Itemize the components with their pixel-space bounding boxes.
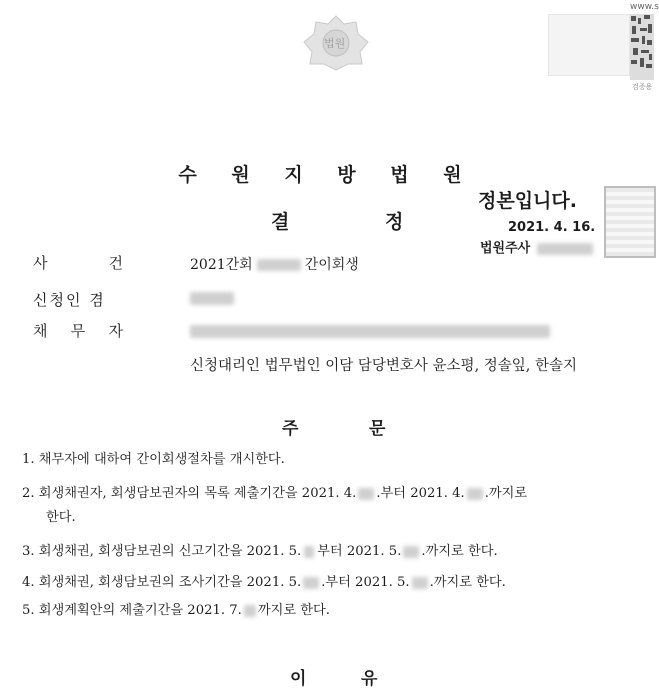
corner-url: www.s (630, 2, 659, 12)
emblem-text: 법원 (324, 37, 346, 50)
corner-url-box (548, 0, 659, 91)
redacted-clerk-name (537, 243, 593, 255)
reason-heading-char-2: 유 (361, 669, 378, 689)
qr-code-icon (630, 14, 654, 80)
order-heading-char-1: 주 (282, 419, 299, 439)
case-name: 간이회생 (304, 257, 359, 273)
clerk-label: 법원주사 (480, 241, 531, 256)
applicant-label: 신청인 겸 (33, 291, 106, 309)
reason-heading-char-1: 이 (290, 669, 307, 689)
order-heading-char-2: 문 (369, 419, 386, 439)
redacted-date (403, 546, 419, 558)
court-name: 수 원 지 방 법 원 (178, 164, 476, 186)
doc-type-char-2: 정 (385, 211, 404, 233)
certification-clerk (480, 237, 593, 256)
order-item-2: 2. 회생채권자, 회생담보권자의 목록 제출기간을 2021. 4. .부터 2021. 4. .까지로 (22, 486, 528, 501)
redacted-date (412, 577, 428, 589)
case-number-prefix: 2021간회 (190, 257, 253, 273)
case-value (190, 254, 359, 274)
order-item-1: 1. 채무자에 대하여 간이회생절차를 개시한다. (22, 452, 285, 467)
redacted-applicant-name (190, 292, 234, 305)
redacted-debtor-address (190, 325, 550, 338)
official-seal-stamp (604, 186, 656, 258)
corner-caption: 검증용 (632, 83, 653, 91)
representative-line: 신청대리인 법무법인 이담 담당변호사 윤소평, 정솔잎, 한솔지 (190, 358, 578, 374)
order-item-2-continuation: 한다. (46, 510, 76, 525)
court-emblem-icon (300, 14, 372, 72)
doc-type-char-1: 결 (271, 211, 290, 233)
redacted-date (244, 605, 256, 617)
redacted-date (467, 488, 483, 500)
order-item-4: 4. 회생채권, 회생담보권의 조사기간을 2021. 5. .부터 2021. 5. .까지로 한다. (22, 575, 506, 590)
redacted-date (303, 577, 319, 589)
debtor-label: 채 무 자 (33, 322, 125, 340)
order-item-5: 5. 회생계획안의 제출기간을 2021. 7. 까지로 한다. (22, 603, 330, 618)
order-item-3: 3. 회생채권, 회생담보권의 신고기간을 2021. 5. 부터 2021. 5. .까지로 한다. (22, 544, 498, 559)
case-label: 사 건 (33, 254, 125, 272)
redacted-case-number (257, 259, 301, 271)
redacted-date (304, 546, 314, 558)
certification-title: 정본입니다. (478, 190, 577, 212)
certification-date: 2021. 4. 16. (508, 220, 596, 235)
redacted-date (358, 488, 374, 500)
